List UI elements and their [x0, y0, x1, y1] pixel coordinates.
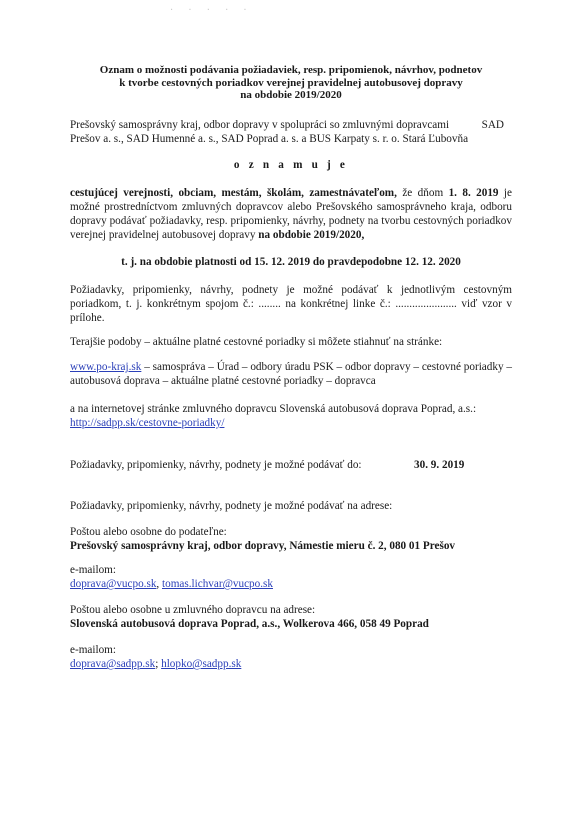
carrier-site-text: a na internetovej stránke zmluvného dopravcu Slovenská autobusová doprava Poprad, a.s.: — [70, 403, 477, 415]
email-label-2: e-mailom: — [70, 644, 116, 656]
email-doprava-vucpo-link[interactable]: doprava@vucpo.sk — [70, 578, 157, 590]
title-line-2: k tvorbe cestovných poriadkov verejnej pravidelnej autobusovej dopravy — [119, 76, 463, 89]
para1-text-2: je možné prostredníctvom zmluvných dopravcov alebo Prešovského samosprávneho kraja, odboru dopravy podávať požiadavky, resp. pripomienky, návrhy, podnety na tvorbu cestovných poriadkov verejnej pravidelnej autobusovej dopravy — [70, 187, 513, 241]
email-hlopko-link[interactable]: hlopko@sadpp.sk — [161, 658, 242, 670]
title-line-1: Oznam o možnosti podávania požiadaviek, resp. pripomienok, návrhov, podnetov — [99, 64, 483, 76]
deadline-line — [70, 458, 512, 472]
psk-address: Prešovský samosprávny kraj, odbor dopravy, Námestie mieru č. 2, 080 01 Prešov — [70, 540, 456, 552]
para1-text-1: že dňom — [396, 187, 449, 199]
scan-smudge-mark: · · · · · — [170, 5, 253, 16]
intro-line-1: Prešovský samosprávny kraj, odbor dopravy v spolupráci so zmluvnými dopravcami — [70, 119, 450, 131]
announce-heading: o z n a m u j e — [233, 159, 349, 171]
post-address-1 — [70, 525, 512, 553]
email-doprava-sadpp-link[interactable]: doprava@sadpp.sk — [70, 658, 156, 670]
sadpp-timetables-link[interactable]: http://sadpp.sk/cestovne-poriadky/ — [70, 417, 225, 429]
email-block-2 — [70, 643, 512, 671]
email-separator-2: ; — [155, 658, 162, 670]
paragraph-navigation — [70, 360, 512, 388]
deadline-date: 30. 9. 2019 — [414, 459, 465, 471]
intro-paragraph — [70, 118, 512, 146]
email-lichvar-link[interactable]: tomas.lichvar@vucpo.sk — [162, 578, 273, 590]
po-kraj-link[interactable]: www.po-kraj.sk — [70, 361, 142, 373]
recipients-text: cestujúcej verejnosti, obciam, mestám, školám, zamestnávateľom, — [70, 187, 397, 199]
address-intro: Požiadavky, pripomienky, návrhy, podnety je možné podávať na adrese: — [70, 500, 393, 512]
paragraph-carrier-site — [70, 402, 512, 430]
title-line-3: na obdobie 2019/2020 — [240, 89, 342, 101]
intro-line-1-right: SAD — [481, 119, 504, 131]
intro-line-2: Prešov a. s., SAD Humenné a. s., SAD Poprad a. s. a BUS Karpaty s. r. o. Stará Ľubovňa — [70, 133, 469, 145]
post-label-2: Poštou alebo osobne u zmluvného dopravcu na adrese: — [70, 604, 316, 616]
start-date: 1. 8. 2019 — [448, 187, 499, 199]
email-separator-1: , — [156, 578, 163, 590]
navigation-path: – samospráva – Úrad – odbory úradu PSK – odbor dopravy – cestovné poriadky – autobusová doprava – aktuálne platné cestovné poriadky – dopravca — [70, 361, 512, 387]
sad-poprad-address: Slovenská autobusová doprava Poprad, a.s., Wolkerova 466, 058 49 Poprad — [70, 618, 429, 630]
paragraph-announcement — [70, 186, 512, 242]
email-label-1: e-mailom: — [70, 564, 116, 576]
validity-period: t. j. na obdobie platnosti od 15. 12. 2019 do pravdepodobne 12. 12. 2020 — [121, 256, 461, 268]
email-block-1 — [70, 563, 512, 591]
period-text: na obdobie 2019/2020, — [258, 229, 365, 241]
paragraph-requests: Požiadavky, pripomienky, návrhy, podnety je možné podávať k jednotlivým cestovným poriadkom, t. j. konkrétnym spojom č.: ........ na konkrétnej linke č.: ...................... viď vzor v prílohe. — [70, 284, 512, 324]
deadline-label: Požiadavky, pripomienky, návrhy, podnety je možné podávať do: — [70, 459, 362, 471]
post-label-1: Poštou alebo osobne do podateľne: — [70, 526, 227, 538]
document-title — [60, 64, 522, 102]
paragraph-current-timetables: Terajšie podoby – aktuálne platné cestovné poriadky si môžete stiahnuť na stránke: — [70, 336, 443, 348]
post-address-2 — [70, 603, 512, 631]
